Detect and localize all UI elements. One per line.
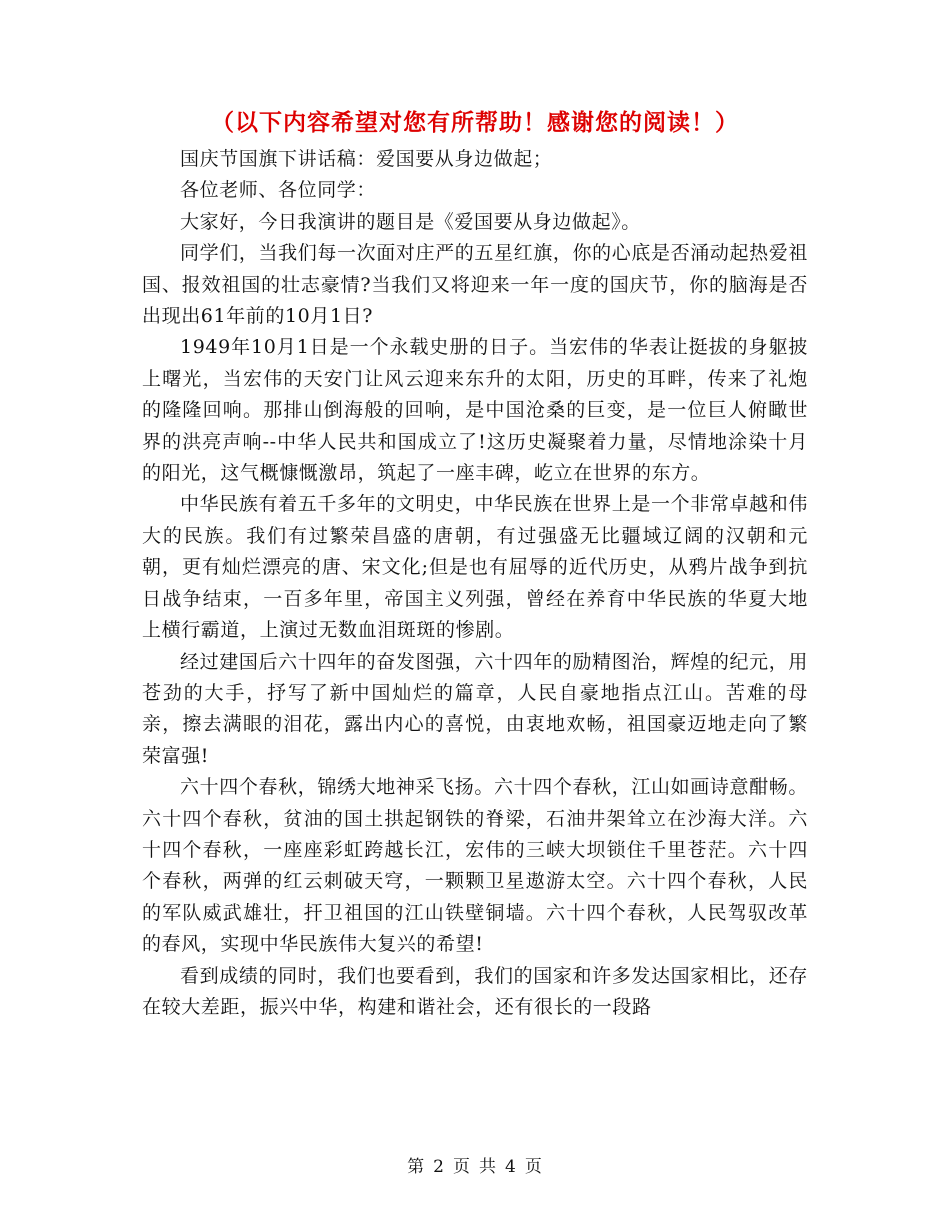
paragraph: 六十四个春秋，锦绣大地神采飞扬。六十四个春秋，江山如画诗意酣畅。六十四个春秋，贫油的国土拱起钢铁的脊梁，石油井架耸立在沙海大洋。六十四个春秋，一座座彩虹跨越长江，宏伟的三峡大坝锁住千里苍茫。六十四个春秋，两弹的红云刺破天穹，一颗颗卫星遨游太空。六十四个春秋，人民的军队威武雄壮，扞卫祖国的江山铁壁铜墙。六十四个春秋，人民驾驭改革的春风，实现中华民族伟大复兴的希望! (142, 776, 808, 956)
speech-title: 国庆节国旗下讲话稿：爱国要从身边做起； (180, 148, 553, 170)
page-footer (0, 1152, 950, 1177)
footer-total-pages: 4 (505, 1157, 517, 1177)
paragraph: 1949年10月1日是一个永载史册的日子。当宏伟的华表让挺拔的身躯披上曙光，当宏伟的天安门让风云迎来东升的太阳，历史的耳畔，传来了礼炮的隆隆回响。那排山倒海般的回响，是中国沧桑的巨变，是一位巨人俯瞰世界的洪亮声响--中华人民共和国成立了!这历史凝聚着力量，尽情地涂染十月的阳光，这气概慷慨激昂，筑起了一座丰碑，屹立在世界的东方。 (142, 336, 808, 485)
footer-di: 第 (407, 1157, 426, 1177)
paragraph: 大家好，今日我演讲的题目是《爱国要从身边做起》。 (180, 210, 641, 233)
document-body (142, 144, 808, 1023)
footer-gong: 共 (479, 1157, 497, 1177)
footer-ye: 页 (453, 1157, 471, 1177)
paragraph: 同学们，当我们每一次面对庄严的五星红旗，你的心底是否涌动起热爱祖国、报效祖国的壮志豪情?当我们又将迎来一年一度的国庆节，你的脑海是否出现出61年前的10月1日? (142, 242, 808, 328)
paragraph: 中华民族有着五千多年的文明史，中华民族在世界上是一个非常卓越和伟大的民族。我们有过繁荣昌盛的唐朝，有过强盛无比疆域辽阔的汉朝和元朝，更有灿烂漂亮的唐、宋文化;但是也有屈辱的近代历史，从鸦片战争到抗日战争结束，一百多年里，帝国主义列强，曾经在养育中华民族的华夏大地上横行霸道，上演过无数血泪斑斑的惨剧。 (142, 493, 808, 642)
footer-ye-2: 页 (524, 1157, 543, 1177)
header-note: （以下内容希望对您有所帮助！感谢您的阅读！） (211, 109, 739, 136)
salutation: 各位老师、各位同学： (180, 179, 377, 202)
paragraph: 经过建国后六十四年的奋发图强，六十四年的励精图治，辉煌的纪元，用苍劲的大手，抒写了新中国灿烂的篇章，人民自豪地指点江山。苦难的母亲，擦去满眼的泪花，露出内心的喜悦，由衷地欢畅，祖国豪迈地走向了繁荣富强! (142, 650, 808, 767)
paragraph: 看到成绩的同时，我们也要看到，我们的国家和许多发达国家相比，还存在较大差距，振兴中华，构建和谐社会，还有很长的一段路 (142, 964, 808, 1018)
footer-page-number: 2 (433, 1157, 445, 1177)
